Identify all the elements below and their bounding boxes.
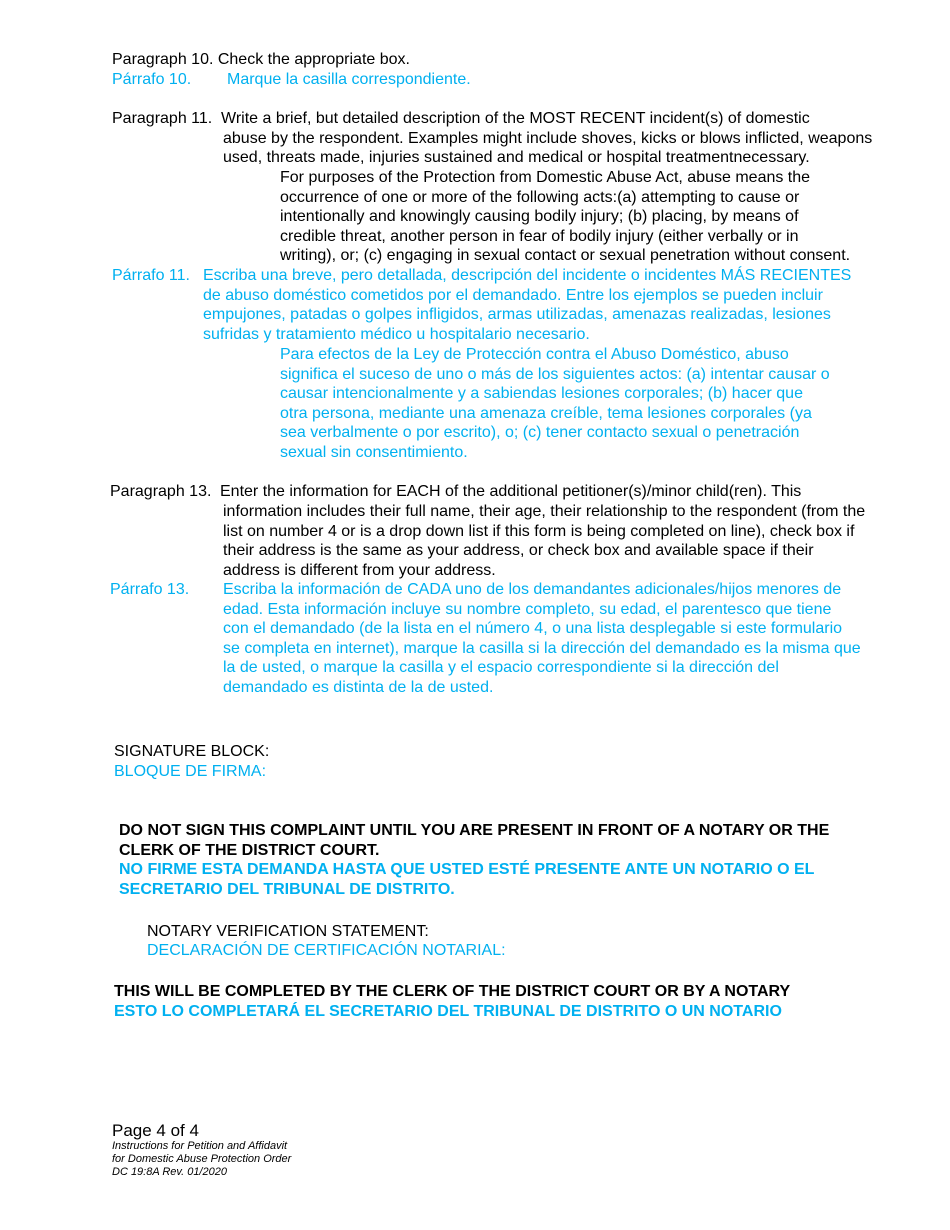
definition-line: intentionally and knowingly causing bodily injury; (b) placing, by means of [280,208,799,226]
paragraph-13-en-label: Paragraph 13. [110,483,212,500]
paragraph-11-es-label: Párrafo 11. [112,267,190,284]
completion-note-es: ESTO LO COMPLETARÁ EL SECRETARIO DEL TRIBUNAL DE DISTRITO O UN NOTARIO [114,1003,782,1020]
paragraph-11-en-line: Write a brief, but detailed description of the MOST RECENT incident(s) of domestic [221,110,810,127]
paragraph-13-en-line: their address is the same as your address, or check box and available space if their [223,542,814,560]
paragraph-11-es-line: de abuso doméstico cometidos por el demandado. Entre los ejemplos se pueden incluir [203,286,823,304]
paragraph-10-es-text: Marque la casilla correspondiente. [227,71,471,88]
definition-line: otra persona, mediante una amenaza creíble, tema lesiones corporales (ya [280,404,812,422]
warning-en-line: CLERK OF THE DISTRICT COURT. [119,841,380,859]
paragraph-13-es-line: con el demandado (de la lista en el número 4, o una lista desplegable si este formulario [223,620,843,638]
definition-line: sea verbalmente o por escrito), o; (c) tener contacto sexual o penetración [280,424,800,442]
definition-line: causar intencionalmente y a sabiendas lesiones corporales; (b) hacer que [280,385,803,403]
paragraph-13-en-line: address is different from your address. [223,561,496,579]
paragraph-10-en: Paragraph 10. Check the appropriate box. [112,51,410,68]
definition-line: For purposes of the Protection from Domestic Abuse Act, abuse means the [280,169,811,186]
definition-line: significa el suceso de uno o más de los siguientes actos: (a) intentar causar o [280,365,830,383]
paragraph-13-es-body [223,580,861,698]
paragraph-11-en-definition [280,168,850,266]
warning-es-line: NO FIRME ESTA DEMANDA HASTA QUE USTED ESTÉ PRESENTE ANTE UN NOTARIO O EL [119,861,815,878]
paragraph-11-es-line: Escriba una breve, pero detallada, descripción del incidente o incidentes MÁS RECIENTES [203,267,852,284]
definition-line: sexual sin consentimiento. [280,443,468,461]
notary-statement-heading-en: NOTARY VERIFICATION STATEMENT: [147,923,429,940]
footer-form-info [112,1140,291,1179]
warning-es [119,860,814,899]
definition-line: credible threat, another person in fear of bodily injury (either verbally or in [280,227,799,245]
paragraph-13-es-line: Escriba la información de CADA uno de los demandantes adicionales/hijos menores de [223,581,842,598]
paragraph-13-en-first-line: Enter the information for EACH of the additional petitioner(s)/minor child(ren). This [220,483,802,500]
paragraph-13-en-line: information includes their full name, their age, their relationship to the respondent (from the [223,503,866,520]
definition-line: Para efectos de la Ley de Protección contra el Abuso Doméstico, abuso [280,346,789,363]
paragraph-13-en-body [223,502,865,580]
paragraph-11-es-definition [280,345,830,463]
warning-en-line: DO NOT SIGN THIS COMPLAINT UNTIL YOU ARE PRESENT IN FRONT OF A NOTARY OR THE [119,822,830,839]
paragraph-13-es-line: se completa en internet), marque la casilla si la dirección del demandado es la misma que [223,639,861,657]
signature-block-heading-es: BLOQUE DE FIRMA: [114,763,267,780]
page-number: Page 4 of 4 [112,1121,199,1140]
paragraph-13-en-line: list on number 4 or is a drop down list if this form is being completed on line), check box if [223,522,855,540]
signature-block-heading-en: SIGNATURE BLOCK: [114,743,270,760]
paragraph-13-es-line: demandado es distinta de la de usted. [223,678,494,696]
footer-line: for Domestic Abuse Protection Order [112,1153,292,1165]
definition-line: writing), or; (c) engaging in sexual contact or sexual penetration without consent. [280,247,851,265]
paragraph-11-en-line: used, threats made, injuries sustained and medical or hospital treatmentnecessary. [223,149,810,166]
notary-statement-heading-es: DECLARACIÓN DE CERTIFICACIÓN NOTARIAL: [147,942,506,959]
warning-es-line: SECRETARIO DEL TRIBUNAL DE DISTRITO. [119,880,455,898]
completion-note-en: THIS WILL BE COMPLETED BY THE CLERK OF THE DISTRICT COURT OR BY A NOTARY [114,983,791,1000]
footer-line: DC 19:8A Rev. 01/2020 [112,1166,227,1178]
footer-line: Instructions for Petition and Affidavit [112,1140,288,1152]
definition-line: occurrence of one or more of the following acts:(a) attempting to cause or [280,188,800,206]
warning-en [119,821,829,860]
paragraph-11-es-line: empujones, patadas o golpes infligidos, armas utilizadas, amenazas realizadas, lesiones [203,306,831,324]
paragraph-11-es-body [203,266,851,344]
paragraph-11-en-label: Paragraph 11. [112,110,213,127]
paragraph-13-es-label: Párrafo 13. [110,581,190,598]
paragraph-11-en-line: abuse by the respondent. Examples might include shoves, kicks or blows inflicted, weapons [223,130,873,147]
paragraph-13-es-line: la de usted, o marque la casilla y el espacio correspondiente si la dirección del [223,659,779,677]
paragraph-10-es-label: Párrafo 10. [112,71,192,88]
paragraph-13-es-line: edad. Esta información incluye su nombre completo, su edad, el parentesco que tiene [223,600,832,618]
paragraph-11-es-line: sufridas y tratamiento médico u hospitalario necesario. [203,325,590,343]
